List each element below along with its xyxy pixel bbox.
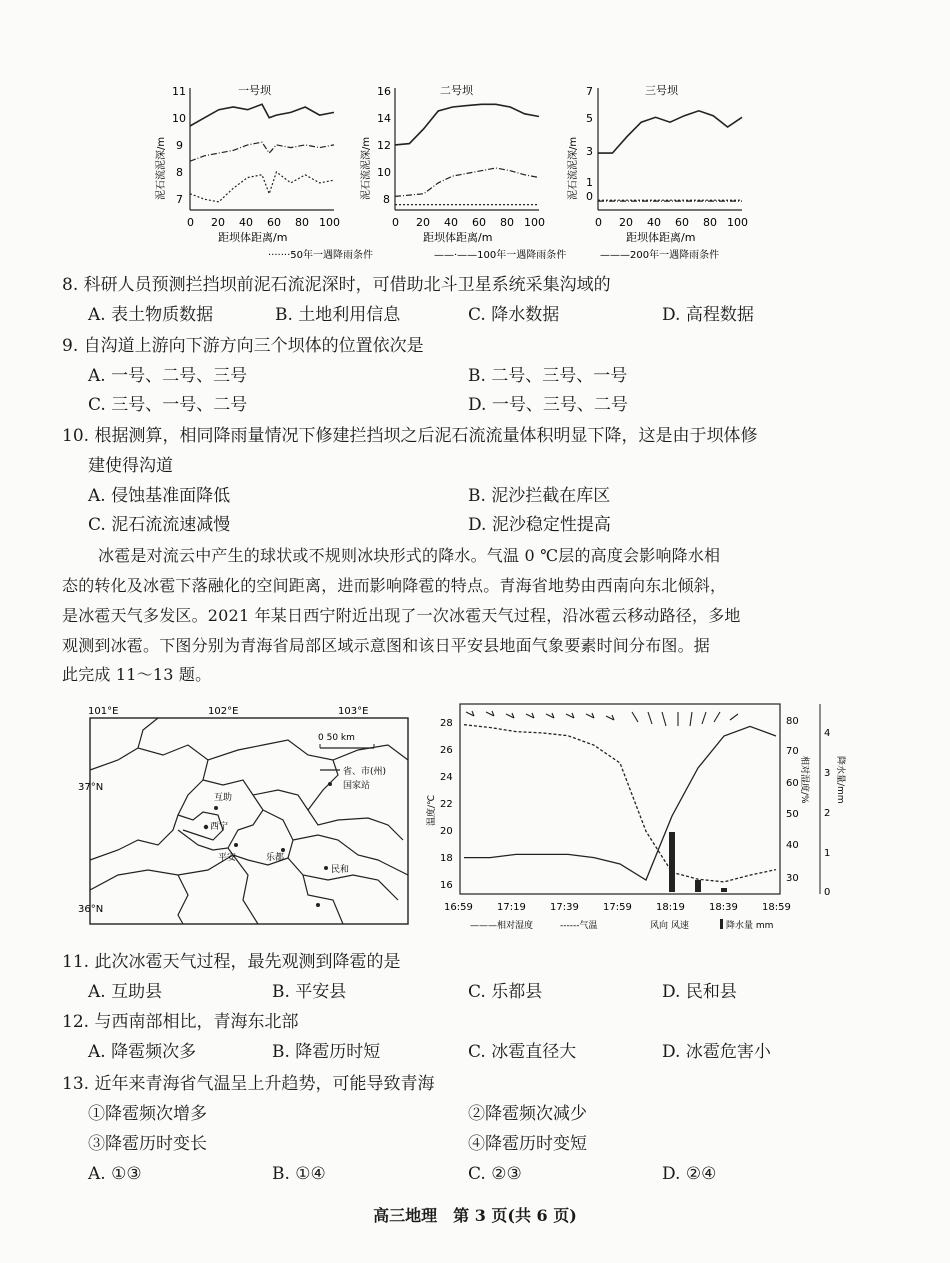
- q11-option-a[interactable]: A. 互助县: [88, 982, 163, 1002]
- meteo-humidity-line: [464, 726, 776, 880]
- meteo-legend-humidity: ———相对湿度: [470, 921, 534, 931]
- chart2-ytick: 16: [377, 85, 391, 98]
- passage-line-3: 是冰雹天气多发区。2021 年某日西宁附近出现了一次冰雹天气过程，沿冰雹云移动路径，多地: [62, 606, 741, 625]
- q12-option-a[interactable]: A. 降雹频次多: [88, 1042, 197, 1062]
- chart1-series-100yr: [190, 142, 334, 161]
- meteo-precip-bar: [721, 888, 727, 892]
- qinghai-map: [78, 700, 428, 930]
- meteo-legend-precip: 降水量 mm: [726, 921, 774, 931]
- chart2-series-200yr: [395, 104, 539, 145]
- chart1-ylabel: 泥石流泥深/m: [156, 136, 167, 200]
- q12-stem: 12. 与西南部相比，青海东北部: [62, 1012, 299, 1032]
- chart1-title: 一号坝: [238, 84, 271, 97]
- q11-stem: 11. 此次冰雹天气过程，最先观测到降雹的是: [62, 952, 401, 972]
- chart1-xtick: 40: [239, 216, 253, 229]
- meteo-chart: [427, 696, 850, 936]
- meteo-ytick-right2: 0: [824, 887, 831, 898]
- chart3-xlabel: 距坝体距离/m: [626, 231, 696, 244]
- meteo-ytick-right2: 3: [824, 768, 831, 779]
- precip-legend-icon: [720, 919, 723, 929]
- q10-stem-line2: 建使得沟道: [88, 456, 173, 476]
- chart1-series-group: [190, 104, 334, 202]
- q12-option-d[interactable]: D. 冰雹危害小: [662, 1042, 771, 1062]
- chart3-series-group: [598, 111, 742, 201]
- q13-option-c[interactable]: C. ②③: [468, 1164, 522, 1184]
- meteo-ytick-left: 16: [440, 880, 453, 891]
- chart1-xtick: 0: [187, 216, 194, 229]
- q8-option-a[interactable]: A. 表土物质数据: [88, 305, 214, 325]
- q8-option-b[interactable]: B. 土地利用信息: [275, 305, 401, 325]
- chart3-title: 三号坝: [645, 84, 678, 97]
- chart2-xlabel: 距坝体距离/m: [423, 231, 493, 244]
- q8-stem: 8. 科研人员预测拦挡坝前泥石流泥深时，可借助北斗卫星系统采集沟域的: [62, 275, 611, 295]
- passage-line-2: 态的转化及冰雹下落融化的空间距离，进而影响降雹的特点。青海省地势由西南向东北倾斜，: [62, 576, 727, 595]
- meteo-ytick-right1: 70: [786, 746, 799, 757]
- chart3-ytick: 5: [586, 112, 593, 125]
- top-charts: [150, 78, 800, 263]
- q9-stem: 9. 自沟道上游向下游方向三个坝体的位置依次是: [62, 336, 424, 356]
- meteo-precip-bar: [695, 880, 701, 892]
- chart3-xtick: 40: [647, 216, 661, 229]
- meteo-ytick-left: 26: [440, 745, 453, 756]
- q9-option-a[interactable]: A. 一号、二号、三号: [88, 366, 248, 386]
- meteo-ylabel-right2: 降水量/mm: [835, 756, 845, 804]
- chart2-xtick: 80: [500, 216, 514, 229]
- q13-item-3: ③降雹历时变长: [88, 1134, 207, 1154]
- meteo-legend-temp: ------气温: [560, 921, 598, 931]
- map-scale: 0 50 km: [318, 733, 355, 743]
- meteo-precip-bar: [669, 832, 675, 892]
- q10-option-c[interactable]: C. 泥石流流速减慢: [88, 515, 231, 535]
- chart1-ytick: 11: [172, 85, 186, 98]
- chart2-xtick: 20: [416, 216, 430, 229]
- legend-50yr: ·······50年一遇降雨条件: [268, 250, 373, 261]
- map-place-minhe: 民和: [331, 865, 350, 875]
- q13-item-1: ①降雹频次增多: [88, 1104, 207, 1124]
- chart3-xtick: 80: [703, 216, 717, 229]
- chart1-xtick: 100: [319, 216, 340, 229]
- meteo-ytick-right2: 2: [824, 808, 831, 819]
- meteo-ytick-left: 18: [440, 853, 453, 864]
- meteo-ytick-right1: 80: [786, 716, 799, 727]
- map-place-xining: 西宁: [210, 822, 229, 832]
- chart3-series-200yr: [598, 111, 742, 153]
- q9-option-d[interactable]: D. 一号、三号、二号: [468, 395, 628, 415]
- meteo-ylabel-left: 温度/℃: [427, 794, 437, 826]
- map-lon-101: 101°E: [88, 706, 119, 717]
- meteo-xtick: 18:19: [656, 902, 685, 913]
- chart2-ytick: 12: [377, 139, 391, 152]
- meteo-xtick: 17:59: [603, 902, 632, 913]
- q13-option-a[interactable]: A. ①③: [88, 1164, 142, 1184]
- chart-dam-3: [566, 83, 748, 244]
- map-frame: [90, 718, 408, 924]
- chart3-ylabel: 泥石流泥深/m: [568, 136, 579, 200]
- map-lat-37: 37°N: [78, 782, 104, 793]
- chart1-xtick: 20: [211, 216, 225, 229]
- chart2-xtick: 0: [392, 216, 399, 229]
- q13-stem: 13. 近年来青海省气温呈上升趋势，可能导致青海: [62, 1074, 435, 1094]
- chart2-ytick: 14: [377, 112, 391, 125]
- meteo-ytick-left: 20: [440, 826, 453, 837]
- map-lon-103: 103°E: [338, 706, 369, 717]
- map-lat-36: 36°N: [78, 904, 104, 915]
- chart1-ytick: 9: [176, 139, 183, 152]
- station-dot-icon: [328, 782, 332, 786]
- meteo-xtick: 18:59: [762, 902, 791, 913]
- map-place-ledu: 乐都: [266, 853, 285, 863]
- chart2-title: 二号坝: [440, 84, 473, 97]
- meteo-ytick-right2: 1: [824, 848, 831, 859]
- q9-option-c[interactable]: C. 三号、一号、二号: [88, 395, 248, 415]
- chart1-series-50yr: [190, 172, 334, 202]
- map-place-pingan: 平安: [218, 853, 237, 863]
- chart1-ytick: 7: [176, 193, 183, 206]
- q10-option-a[interactable]: A. 侵蚀基准面降低: [88, 486, 231, 506]
- chart2-series-100yr: [395, 168, 539, 196]
- q13-option-b[interactable]: B. ①④: [272, 1164, 326, 1184]
- chart3-ytick: 3: [586, 145, 593, 158]
- q13-option-d[interactable]: D. ②④: [662, 1164, 717, 1184]
- chart2-ylabel: 泥石流泥深/m: [361, 136, 372, 200]
- chart1-xlabel: 距坝体距离/m: [218, 231, 288, 244]
- meteo-xtick: 17:39: [550, 902, 579, 913]
- chart-dam-2: [359, 83, 545, 244]
- meteo-ytick-right1: 30: [786, 873, 799, 884]
- chart-dam-1: [154, 83, 340, 244]
- meteo-xtick: 17:19: [497, 902, 526, 913]
- legend-100yr: ——·——100年一遇降雨条件: [434, 250, 567, 261]
- chart1-series-200yr: [190, 104, 334, 126]
- meteo-ytick-right1: 40: [786, 840, 799, 851]
- passage-line-5: 此完成 11～13 题。: [62, 665, 212, 684]
- q11-option-d[interactable]: D. 民和县: [662, 982, 737, 1002]
- meteo-ylabel-right1: 相对湿度/%: [799, 756, 809, 804]
- legend-200yr: ———200年一遇降雨条件: [600, 250, 720, 261]
- q12-option-c[interactable]: C. 冰雹直径大: [468, 1042, 577, 1062]
- map-lon-102: 102°E: [208, 706, 239, 717]
- chart3-xtick: 100: [727, 216, 748, 229]
- meteo-ytick-left: 22: [440, 799, 453, 810]
- meteo-ytick-right1: 60: [786, 778, 799, 789]
- map-legend-station: 国家站: [343, 781, 371, 791]
- chart3-xtick: 20: [619, 216, 633, 229]
- chart2-ytick: 10: [377, 166, 391, 179]
- q13-item-2: ②降雹频次减少: [468, 1104, 587, 1124]
- meteo-ytick-left: 28: [440, 718, 453, 729]
- chart2-series-group: [395, 104, 539, 204]
- chart2-ytick: 8: [383, 193, 390, 206]
- meteo-legend-wind: 风向 风速: [650, 921, 689, 931]
- map-place-huzhu: 互助: [214, 793, 233, 803]
- meteo-ytick-right2: 4: [824, 728, 831, 739]
- q10-option-b[interactable]: B. 泥沙拦截在库区: [468, 486, 611, 506]
- meteo-temperature-line: [464, 725, 776, 882]
- q10-option-d[interactable]: D. 泥沙稳定性提高: [468, 515, 611, 535]
- chart3-ytick: 7: [586, 85, 593, 98]
- chart3-xtick: 60: [675, 216, 689, 229]
- passage-line-1: 冰雹是对流云中产生的球状或不规则冰块形式的降水。气温 0 ℃层的高度会影响降水相: [98, 546, 721, 565]
- page-footer: 高三地理 第 3 页(共 6 页): [373, 1206, 577, 1225]
- map-boundaries: [90, 718, 408, 924]
- chart2-xtick: 100: [524, 216, 545, 229]
- chart3-ytick: 1: [586, 176, 593, 189]
- q10-stem-line1: 10. 根据测算，相同降雨量情况下修建拦挡坝之后泥石流流量体积明显下降，这是由于坝体修: [62, 426, 758, 446]
- q8-option-c[interactable]: C. 降水数据: [468, 305, 560, 325]
- chart1-ytick: 8: [176, 166, 183, 179]
- wind-arrows: [466, 711, 738, 726]
- passage-line-4: 观测到冰雹。下图分别为青海省局部区域示意图和该日平安县地面气象要素时间分布图。据: [62, 636, 711, 655]
- q13-item-4: ④降雹历时变短: [468, 1134, 587, 1154]
- chart1-xtick: 80: [295, 216, 309, 229]
- q8-option-d[interactable]: D. 高程数据: [662, 305, 754, 325]
- meteo-xtick: 16:59: [444, 902, 473, 913]
- meteo-ytick-left: 24: [440, 772, 453, 783]
- chart1-xtick: 60: [267, 216, 281, 229]
- q11-option-b[interactable]: B. 平安县: [272, 982, 347, 1002]
- chart3-xtick: 0: [595, 216, 602, 229]
- q9-option-b[interactable]: B. 二号、三号、一号: [468, 366, 628, 386]
- q12-option-b[interactable]: B. 降雹历时短: [272, 1042, 381, 1062]
- meteo-xtick: 18:39: [709, 902, 738, 913]
- chart2-xtick: 60: [472, 216, 486, 229]
- map-legend-boundary: 省、市(州): [343, 767, 387, 777]
- chart3-ytick: 0: [586, 190, 593, 203]
- chart2-xtick: 40: [444, 216, 458, 229]
- chart1-ytick: 10: [172, 112, 186, 125]
- meteo-series-group: [464, 725, 776, 892]
- q11-option-c[interactable]: C. 乐都县: [468, 982, 543, 1002]
- meteo-ytick-right1: 50: [786, 809, 799, 820]
